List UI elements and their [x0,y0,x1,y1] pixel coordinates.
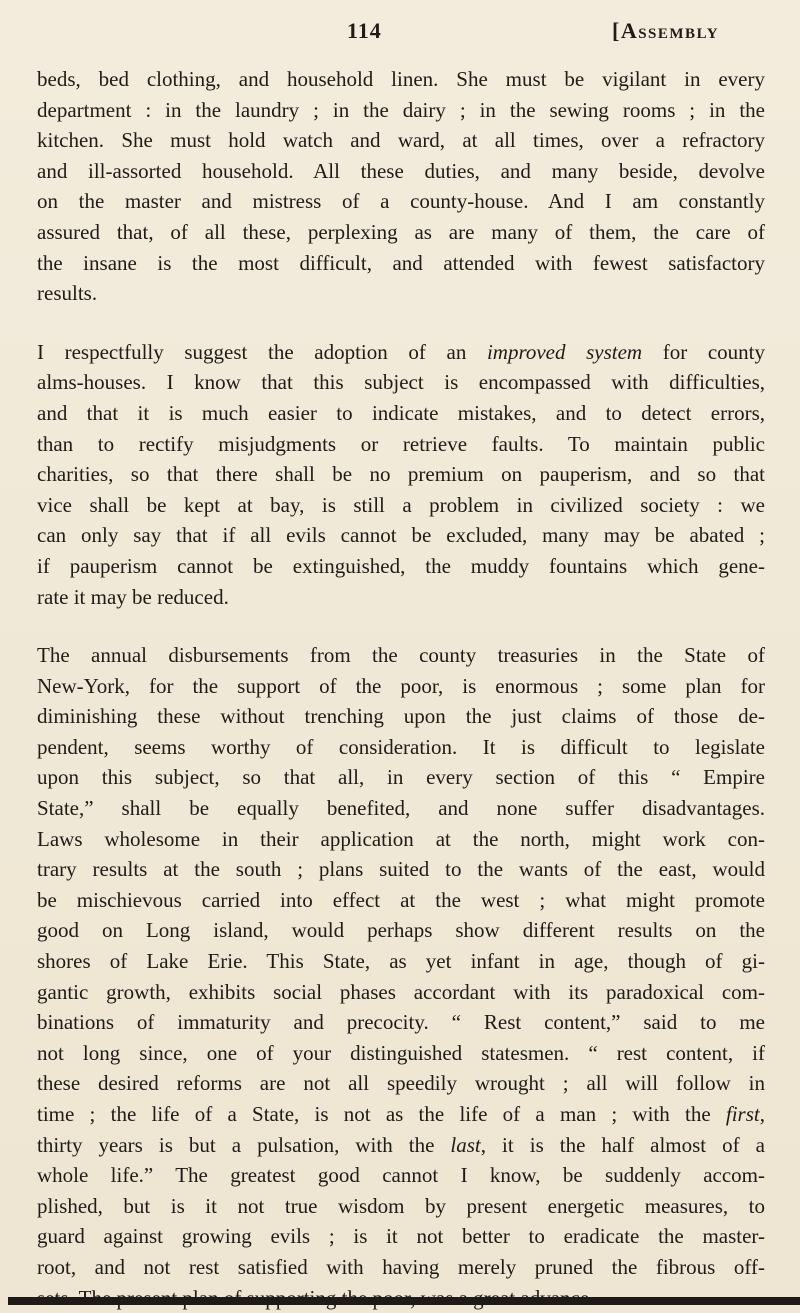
text-line: beds, bed clothing, and household linen. She must be vigilant in every [37,67,765,91]
text-line: vice shall be kept at bay, is still a problem in civilized society : we [37,492,765,517]
text-line: thirty years is but a pulsation, with the last, it is the half almost of a [37,1132,765,1157]
text-line: New-York, for the support of the poor, is enormous ; some plan for [37,673,765,698]
text-line: root, and not rest satisfied with having merely pruned the fibrous off- [37,1254,765,1279]
text-line: and ill-assorted household. All these duties, and many beside, devolve [37,158,765,183]
bottom-page-edge [8,1297,800,1305]
text-line: time ; the life of a State, is not as the life of a man ; with the first, [37,1102,765,1126]
text-line: State,” shall be equally benefited, and none suffer disadvantages. [37,796,765,821]
page-number: 114 [347,18,382,43]
text-line: and that it is much easier to indicate mistakes, and to detect errors, [37,400,765,425]
emphasized-phrase: improved system [486,339,643,364]
text-line: diminishing these without trenching upon the just claims of those de- [37,704,765,729]
text-line: assured that, of all these, perplexing as are many of them, the care of [37,219,765,244]
text-line-with-emphasis: I respectfully suggest the adoption of an improved system for county [37,339,765,364]
text-line: if pauperism cannot be extinguished, the muddy fountains which gene- [37,553,765,578]
emphasized-word: first [725,1102,760,1126]
text-line: Laws wholesome in their application at the north, might work con- [37,826,765,851]
text-line: the insane is the most difficult, and attended with fewest satisfactory [37,250,765,275]
text-line: can only say that if all evils cannot be excluded, many may be abated ; [37,523,765,548]
page-header [0,16,800,48]
text-line: gantic growth, exhibits social phases accordant with its paradoxical com- [37,979,765,1004]
text-line: on the master and mistress of a county-house. And I am constantly [37,189,765,214]
text-line: plished, but is it not true wisdom by present energetic measures, to [37,1193,765,1218]
body-text [37,64,765,1313]
text-line: upon this subject, so that all, in every section of this “ Empire [37,765,765,790]
text-line: than to rectify misjudgments or retrieve faults. To maintain public [37,431,765,456]
text-line: results. [37,281,98,306]
text-line: department : in the laundry ; in the dairy ; in the sewing rooms ; in the [37,97,765,122]
text-line: whole life.” The greatest good cannot I know, be suddenly accom- [37,1163,765,1188]
text-line: pendent, seems worthy of consideration. It is difficult to legislate [37,734,765,759]
emphasized-word: last [450,1132,481,1157]
text-line: good on Long island, would perhaps show different results on the [37,918,765,943]
running-head: [Assembly [612,18,720,43]
text-line: rate it may be reduced. [37,584,229,609]
text-line: these desired reforms are not all speedily wrought ; all will follow in [37,1071,765,1096]
text-line: kitchen. She must hold watch and ward, at all times, over a refractory [37,128,765,153]
paragraph-1 [37,64,765,309]
text-line: The annual disbursements from the county treasuries in the State of [37,643,765,668]
text-line: charities, so that there shall be no premium on pauperism, and so that [37,462,765,487]
text-line: shores of Lake Erie. This State, as yet infant in age, though of gi- [37,949,765,974]
paragraph-2 [37,337,765,612]
text-line: not long since, one of your distinguished statesmen. “ rest content, if [37,1040,765,1065]
text-line: binations of immaturity and precocity. “ Rest content,” said to me [37,1010,765,1035]
paragraph-3 [37,640,765,1313]
text-line: trary results at the south ; plans suited to the wants of the east, would [37,857,765,882]
text-line: alms-houses. I know that this subject is encompassed with difficulties, [37,370,765,395]
text-line: be mischievous carried into effect at the west ; what might promote [37,887,765,912]
text-line: guard against growing evils ; is it not better to eradicate the master- [37,1224,765,1249]
